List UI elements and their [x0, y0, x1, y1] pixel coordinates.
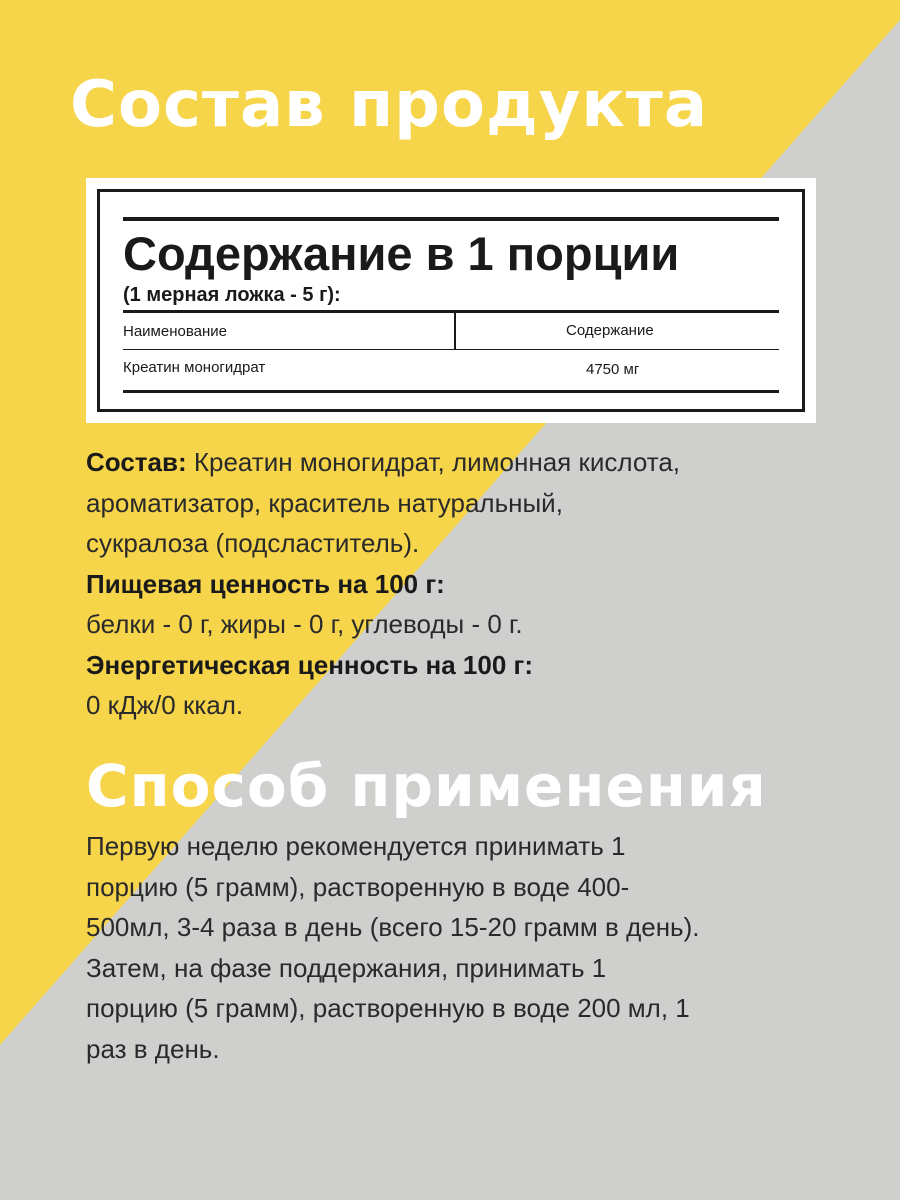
- usage-line-2: порцию (5 грамм), растворенную в воде 400-: [86, 871, 630, 902]
- table-bottom-rule: [123, 390, 779, 393]
- panel-top-rule: [123, 217, 779, 221]
- composition-heading: Состав продукта: [70, 68, 709, 142]
- column-header-content: Содержание: [566, 322, 654, 339]
- ingredients-text-2: ароматизатор, краситель натуральный,: [86, 487, 563, 518]
- ingredients-text-3: сукралоза (подсластитель).: [86, 528, 420, 558]
- column-divider: [454, 312, 456, 350]
- row-ingredient-value: 4750 мг: [586, 361, 640, 378]
- ingredients-text-1: Креатин моногидрат, лимонная кислота,: [186, 447, 681, 477]
- usage-text: [86, 826, 846, 1069]
- table-header-top-rule: [123, 310, 779, 313]
- usage-line-6: раз в день.: [86, 1033, 220, 1064]
- nutrition-label: [86, 564, 846, 605]
- usage-line-3: 500мл, 3-4 раза в день (всего 15-20 грамм в день).: [86, 912, 700, 942]
- usage-line-1: Первую неделю рекомендуется принимать 1: [86, 831, 626, 861]
- energy-label-text: Энергетическая ценность на 100 г:: [86, 649, 534, 680]
- energy-value: 0 кДж/0 ккал.: [86, 690, 244, 720]
- nutrition-value: белки - 0 г, жиры - 0 г, углеводы - 0 г.: [86, 609, 523, 639]
- panel-border: [97, 189, 805, 412]
- usage-line-5: порцию (5 грамм), растворенную в воде 200 мл, 1: [86, 993, 690, 1023]
- usage-heading: Способ применения: [86, 752, 767, 820]
- serving-content-panel: [86, 178, 816, 423]
- column-header-name: Наименование: [123, 323, 227, 340]
- ingredients-label: Состав:: [86, 447, 187, 477]
- row-ingredient-name: Креатин моногидрат: [123, 359, 266, 376]
- ingredients-line: [86, 442, 846, 483]
- panel-title: Содержание в 1 порции: [123, 227, 680, 280]
- composition-text: [86, 442, 846, 726]
- usage-line-4: Затем, на фазе поддержания, принимать 1: [86, 952, 607, 983]
- nutrition-label-text: Пищевая ценность на 100 г:: [86, 568, 445, 599]
- panel-subtitle: (1 мерная ложка - 5 г):: [123, 284, 341, 306]
- energy-label: [86, 645, 846, 686]
- table-header-bottom-rule: [123, 349, 779, 350]
